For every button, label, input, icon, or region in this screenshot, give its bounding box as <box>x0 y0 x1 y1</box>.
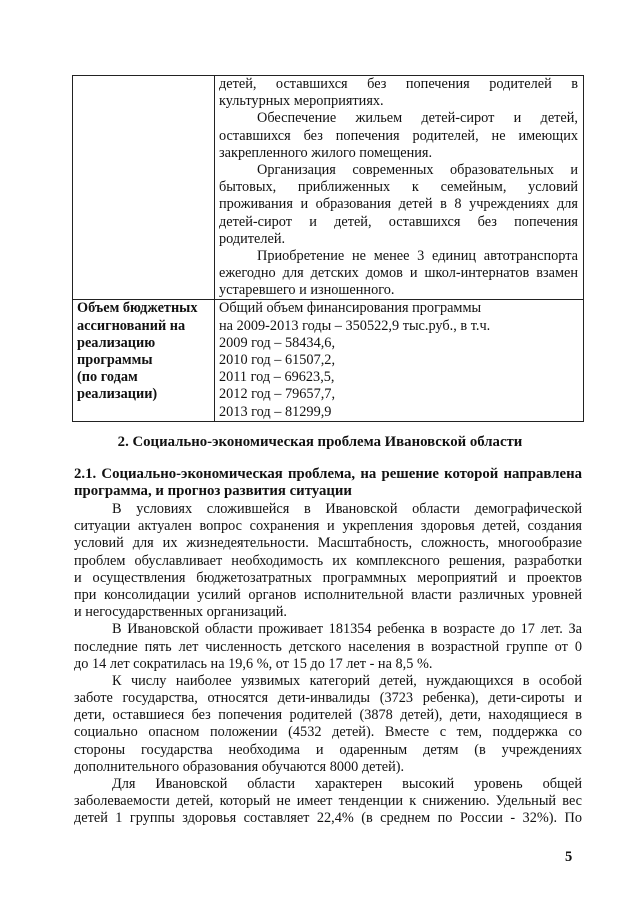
table-row <box>73 300 584 421</box>
text-line: Для Ивановской области характерен высокий уровень общей <box>112 776 582 792</box>
body-text <box>74 501 582 828</box>
text-line: Приобретение не менее 3 единиц автотранспорта <box>257 247 578 264</box>
section-heading: 2. Социально-экономическая проблема Ивановской области <box>117 434 523 450</box>
text-line: последние пять лет численность детского населения в возрастной группе от 0 <box>74 638 582 655</box>
text-line: дети, оставшиеся без попечения родителей (3878 детей), дети, находящиеся в <box>74 707 582 724</box>
text-line: Организация современных образовательных и <box>257 161 578 178</box>
text-line: устаревшего и изношенного. <box>219 282 395 299</box>
text-line: программы <box>77 352 153 368</box>
subsection-heading <box>74 466 582 500</box>
text-line: ассигнований на <box>77 317 186 334</box>
text-line: культурных мероприятиях. <box>219 93 384 110</box>
text-line: детей-сирот и детей, оставшихся без попечения <box>219 213 578 230</box>
text-line: социально опасном положении (4532 детей). Вместе с тем, поддержка со <box>74 724 582 741</box>
text-line: при консолидации усилий органов исполнительной власти различных уровней <box>74 586 582 603</box>
budget-values-cell <box>215 300 584 421</box>
text-line: закрепленного жилого помещения. <box>219 144 433 161</box>
text-line: реализацию <box>77 334 156 351</box>
program-activities-cell <box>215 76 584 300</box>
text-line: до 14 лет сократилась на 19,6 %, от 15 до 17 лет - на 8,5 %. <box>74 655 433 672</box>
text-line: дополнительного образования обучаются 8000 детей). <box>74 758 405 775</box>
text-line: условий для их жизнедеятельности. Масштабность, сложность, многообразие <box>74 535 582 552</box>
text-line: 2012 год – 79657,7, <box>219 386 336 403</box>
text-line: Объем бюджетных <box>77 300 198 317</box>
program-passport-table <box>72 75 584 422</box>
text-line: родителей. <box>219 230 286 247</box>
text-line: 2010 год – 61507,2, <box>219 352 336 368</box>
text-line: проблем обуславливает необходимость их комплексного решения, разработки <box>74 552 582 569</box>
text-line: 2009 год – 58434,6, <box>219 334 336 351</box>
text-line: Общий объем финансирования программы <box>219 300 482 317</box>
text-line: 2.1. Социально-экономическая проблема, на решение которой направлена <box>74 466 582 482</box>
text-line: детей, оставшихся без попечения родителей в <box>219 76 578 92</box>
text-line: ежегодно для детских домов и школ-интернатов взамен <box>219 265 578 282</box>
text-line: и негосударственных организаций. <box>74 604 287 621</box>
text-line: бытовых, приближенных к семейным, условий <box>219 179 578 196</box>
row-label-empty <box>73 76 215 300</box>
text-line: ситуации актуален вопрос сохранения и укрепления здоровья детей, создания <box>74 518 582 535</box>
text-line: реализации) <box>77 386 158 403</box>
text-line: Обеспечение жильем детей-сирот и детей, <box>257 110 578 127</box>
text-line: 2011 год – 69623,5, <box>219 369 335 386</box>
text-line: К числу наиболее уязвимых категорий детей, нуждающихся в особой <box>112 672 582 689</box>
text-line: В условиях сложившейся в Ивановской области демографической <box>112 501 582 517</box>
text-line: проживания и образования детей в 8 учреждениях для <box>219 196 578 213</box>
text-line: детей 1 группы здоровья составляет 22,4% (в среднем по России - 32%). По <box>74 810 582 827</box>
text-line: В Ивановской области проживает 181354 ребенка в возрасте до 17 лет. За <box>112 621 582 638</box>
text-line: (по годам <box>77 369 138 386</box>
budget-label-cell <box>73 300 215 421</box>
text-line: заболеваемости детей, который не имеет тенденции к снижению. Удельный вес <box>74 793 582 810</box>
text-line: заботе государства, относятся дети-инвалиды (3723 ребенка), дети-сироты и <box>74 690 582 707</box>
text-line: стороны государства необходима и одаренным детям (в учреждениях <box>74 741 582 758</box>
text-line: программа, и прогноз развития ситуации <box>74 483 352 500</box>
page-number: 5 <box>565 849 573 865</box>
text-line: оставшихся без попечения родителей, не имеющих <box>219 127 578 144</box>
table-row <box>73 76 584 300</box>
text-line: и осуществления бюджетозатратных программных мероприятий и проектов <box>74 569 582 586</box>
text-line: 2013 год – 81299,9 <box>219 403 332 420</box>
text-line: на 2009-2013 годы – 350522,9 тыс.руб., в т.ч. <box>219 317 491 334</box>
